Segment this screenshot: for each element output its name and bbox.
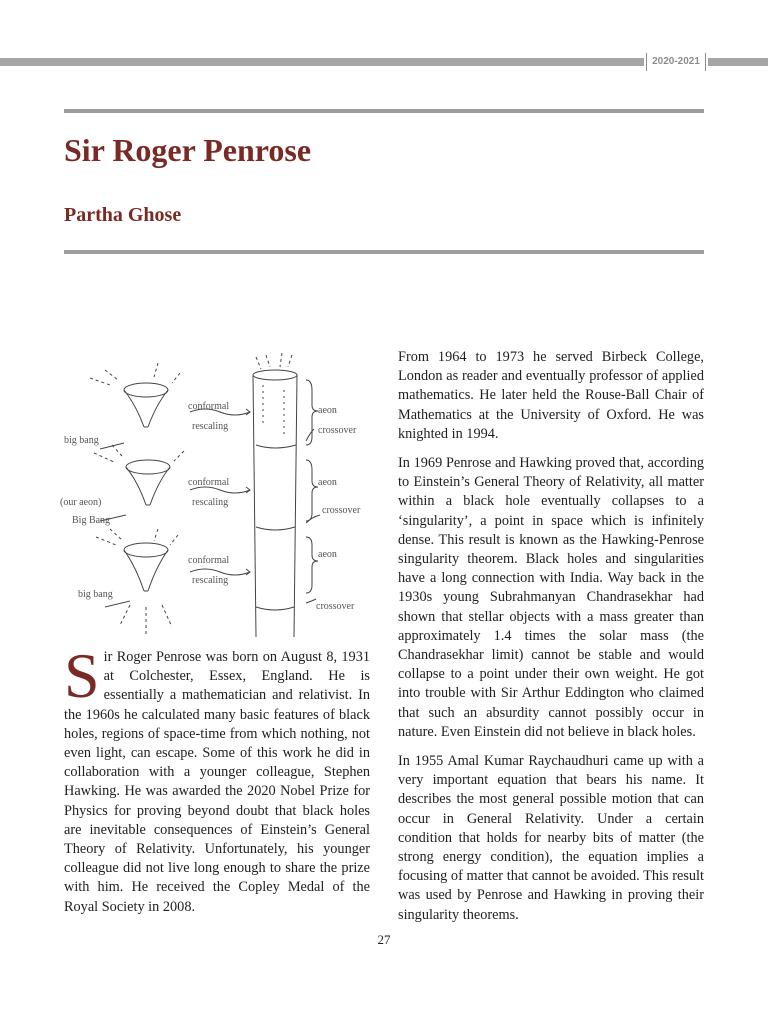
label-crossover-2: crossover bbox=[322, 505, 361, 516]
label-conformal-3: conformal bbox=[188, 555, 230, 566]
title-rule-bottom bbox=[64, 250, 704, 254]
crossover-pointer-3 bbox=[306, 599, 316, 603]
article-author: Partha Ghose bbox=[64, 204, 182, 226]
label-rescaling-2: rescaling bbox=[192, 497, 229, 508]
right-column bbox=[398, 348, 704, 935]
label-big-bang-2: Big Bang bbox=[72, 515, 111, 526]
tube bbox=[253, 353, 297, 637]
crossover-pointer-1 bbox=[306, 429, 314, 441]
bottom-fan-lines bbox=[120, 605, 172, 635]
label-our-aeon: (our aeon) bbox=[60, 497, 102, 508]
label-aeon-2: aeon bbox=[318, 477, 337, 488]
label-rescaling-3: rescaling bbox=[192, 575, 229, 586]
label-big-bang-3: big bang bbox=[78, 589, 113, 600]
label-aeon-3: aeon bbox=[318, 549, 337, 560]
horn-shape-3 bbox=[96, 529, 178, 591]
ccc-figure bbox=[60, 345, 375, 645]
drop-cap: S bbox=[64, 640, 100, 711]
singularity-paragraph: In 1969 Penrose and Hawking proved that, according to Einstein’s General Theory of Relativity, all matter within a black hole eventually collapses to a ‘singularity’, a point in space which is infinitely dense. This result is known as the Hawking-Penrose singularity theorem. Black holes and singularities have a long connection with India. Way back in the 1930s young Subrahmanyan Chandrasekhar had shown that stellar objects with a mass greater than approximately 1.4 times the solar mass (the Chandrasekhar limit) cannot be stable and would collapse to a point under their own weight. He got into trouble with Sir Arthur Eddington who claimed that such an absurdity cannot possibly occur in nature. Even Einstein did not believe in black holes. bbox=[398, 455, 704, 740]
label-conformal-2: conformal bbox=[188, 477, 230, 488]
horn-shape-2 bbox=[94, 445, 184, 505]
label-aeon-1: aeon bbox=[318, 405, 337, 416]
label-conformal-1: conformal bbox=[188, 401, 230, 412]
raychaudhuri-paragraph: In 1955 Amal Kumar Raychaudhuri came up with a very important equation that bears his name. It describes the most general possible motion that can occur in General Relativity. Under a certain condition that holds for nearby bits of matter (the strong energy condition), the equation implies a focusing of matter that cannot be avoided. This result was used by Penrose and Hawking in proving their singularity theorems. bbox=[398, 753, 704, 923]
page-number: 27 bbox=[377, 932, 391, 947]
header-bar-left bbox=[0, 58, 644, 66]
label-crossover-1: crossover bbox=[318, 425, 357, 436]
label-rescaling-1: rescaling bbox=[192, 421, 229, 432]
career-paragraph: From 1964 to 1973 he served Birbeck College, London as reader and eventually professor of applied mathematics. He later held the Rouse-Ball Chair of Mathematics at the University of Oxford. He was knighted in 1994. bbox=[398, 349, 704, 442]
biography-text: ir Roger Penrose was born on August 8, 1931 at Colchester, Essex, England. He is essentially a mathematician and relativist. In the 1960s he calculated many basic features of black holes, regions of space-time from which nothing, not even light, can escape. Some of this work he did in collaboration with a younger colleague, Stephen Hawking. He was awarded the 2020 Nobel Prize for Physics for proving beyond doubt that black holes are inevitable consequences of Einstein’s General Theory of Relativity. Unfortunately, his younger colleague did not live long enough to share the prize with him. He received the Copley Medal of the Royal Society in 2008. bbox=[64, 649, 370, 915]
header-year: 2020-2021 bbox=[646, 53, 706, 71]
header-bar-right bbox=[708, 58, 768, 66]
label-crossover-3: crossover bbox=[316, 601, 355, 612]
crossover-pointer-2 bbox=[306, 515, 320, 523]
aeon-brace-3 bbox=[306, 537, 318, 593]
horn-shape-1 bbox=[90, 363, 180, 427]
title-rule-top bbox=[64, 109, 704, 113]
aeon-brace-2 bbox=[306, 460, 318, 521]
article-title: Sir Roger Penrose bbox=[64, 132, 312, 168]
label-big-bang-1: big bang bbox=[64, 435, 99, 446]
ccc-diagram bbox=[60, 345, 375, 645]
left-column bbox=[64, 640, 370, 917]
biography-paragraph bbox=[64, 640, 370, 917]
aeon-brace-1 bbox=[306, 380, 318, 445]
